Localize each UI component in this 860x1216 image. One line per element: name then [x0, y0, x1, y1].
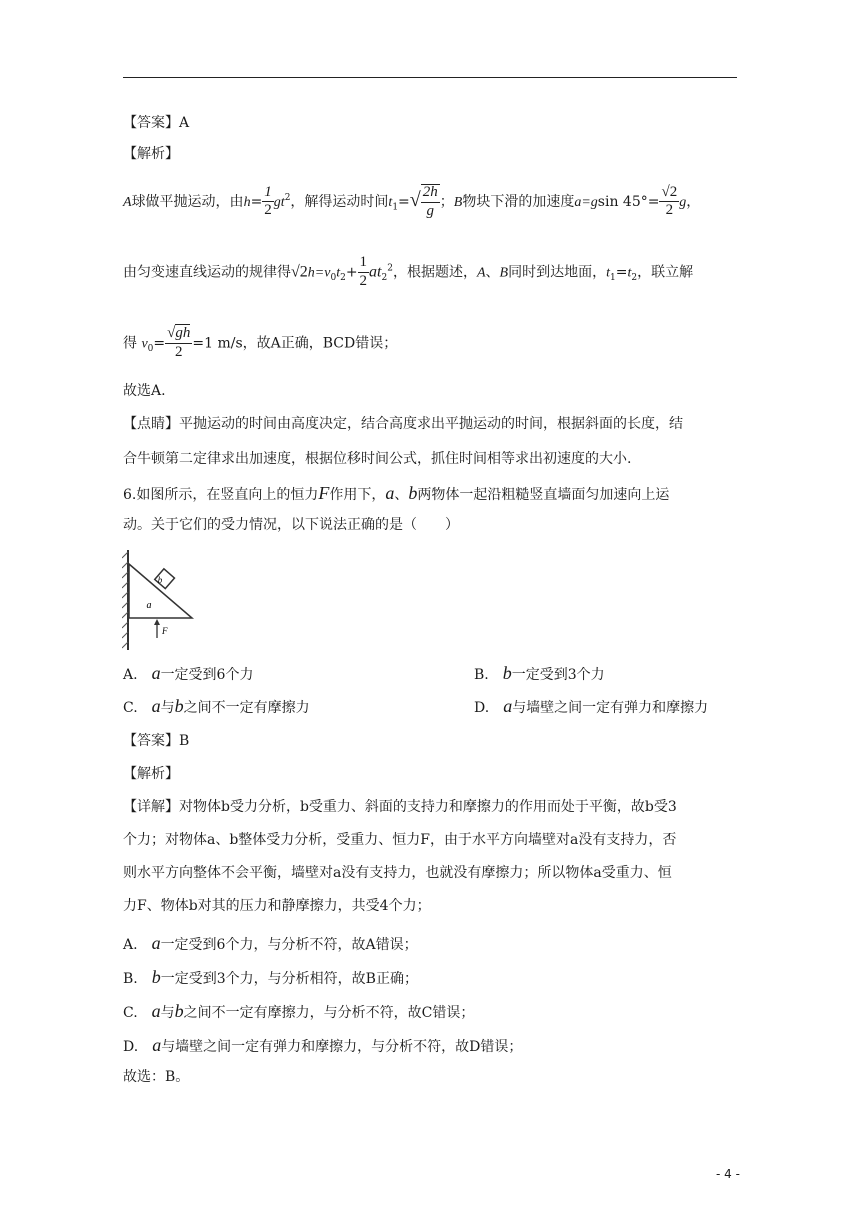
final-choice: 故选：B。	[123, 1069, 190, 1085]
solution-line-1: A球做平抛运动，由h= $\frac{1}{2}$ $gt^2$，解得运动时间$t_1=√$ $\frac{2h}{g}$ ；B物块下滑的加速度a=gsin 45°= $\frac{√2}{2}$ g，	[123, 183, 701, 219]
detail-line-3: 则水平方向整体不会平衡，墙壁对a没有支持力，也就没有摩擦力；所以物体a受重力、恒	[123, 865, 672, 881]
detail-line-1: 【详解】对物体b受力分析，b受重力、斜面的支持力和摩擦力的作用而处于平衡，故b受3	[123, 799, 677, 815]
sqrt-sign: √	[409, 188, 421, 211]
fraction-root2-over-2: $\frac{√2}{2}$	[661, 183, 678, 219]
review-C: C. a与b之间不一定有摩擦力，与分析不符，故C错误；	[123, 1001, 475, 1021]
fraction-half: $\frac{1}{2}$	[264, 183, 272, 219]
option-A: A. a一定受到6个力	[123, 663, 254, 683]
wall-hatch	[122, 550, 128, 650]
choice-line: 故选A.	[123, 383, 166, 399]
detail-line-4: 力F、物体b对其的压力和静摩擦力，共受4个力；	[123, 898, 431, 914]
detail-line-2: 个力；对物体a、b整体受力分析，受重力、恒力F，由于水平方向墙壁对a没有支持力，否	[123, 832, 677, 848]
fraction-2h-g: $\frac{2h}{g}$	[422, 184, 438, 219]
analysis-heading: 【解析】	[123, 146, 179, 162]
label-b: b	[157, 575, 163, 585]
option-C: C. a与b之间不一定有摩擦力	[123, 696, 310, 716]
label-F: F	[162, 626, 168, 636]
solution-line-2: 由匀变速直线运动的规律得$√2h=v_0t_2+$ $\frac{1}{2}$ $at_2^2$，根据题述，A、B同时到达地面，$t_1=t_2$，联立解	[123, 254, 694, 289]
answer-heading-2: 【答案】B	[123, 733, 190, 749]
review-D: D. a与墙壁之间一定有弹力和摩擦力，与分析不符，故D错误；	[123, 1035, 523, 1055]
answer-heading: 【答案】A	[123, 115, 190, 131]
page-number: - 4 -	[716, 1167, 740, 1181]
force-arrowhead	[154, 619, 160, 625]
label-a: a	[146, 600, 152, 611]
note-line-2: 合牛顿第二定律求出加速度，根据位移时间公式，抓住时间相等求出初速度的大小.	[123, 451, 632, 467]
analysis-heading-2: 【解析】	[123, 766, 179, 782]
wedge-figure	[122, 550, 196, 652]
solution-line-3: 得 $v_0=$ $\frac{√gh}{2}$ =1 m/s，故A正确，BCD错误；	[123, 325, 398, 360]
review-B: B. b一定受到3个力，与分析相符，故B正确；	[123, 967, 418, 987]
header-rule	[123, 77, 737, 78]
fraction-root-gh-over-2: $\frac{√gh}{2}$	[167, 325, 191, 360]
question-6-line-1: 6.如图所示，在竖直向上的恒力F作用下，a、b两物体一起沿粗糙竖直墙面匀加速向上运	[123, 483, 670, 503]
question-6-line-2: 动。关于它们的受力情况，以下说法正确的是（ ）	[123, 517, 459, 533]
option-B: B. b一定受到3个力	[474, 663, 605, 683]
note-line-1: 【点睛】平抛运动的时间由高度决定，结合高度求出平抛运动的时间，根据斜面的长度，结	[123, 416, 683, 432]
review-A: A. a一定受到6个力，与分析不符，故A错误；	[123, 933, 418, 953]
var-A: A	[123, 194, 132, 210]
fraction-half-2: $\frac{1}{2}$	[359, 254, 368, 289]
option-D: D. a与墙壁之间一定有弹力和摩擦力	[474, 696, 709, 716]
